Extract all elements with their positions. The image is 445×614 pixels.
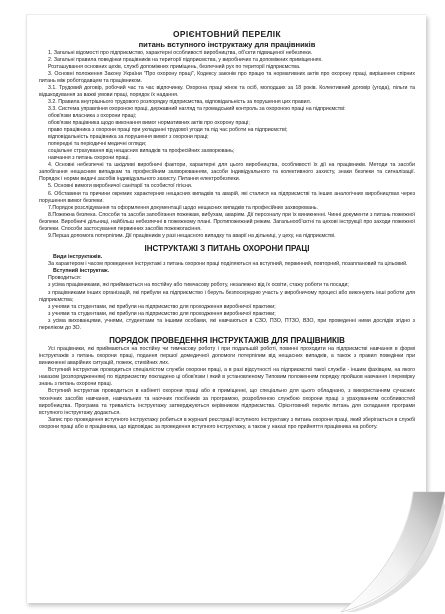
paragraph: 4. Основні небезпечні та шкідливі виробничі фактори, характерні для цього виробництва, особливості їх дії на працівників. Методи та засоби запобігання нещасним випадкам та професійним захворюванням, засоби індивідуального та колективного захисту, знаки безпеки та сигналізації. Порядок і норми видачі засобів індивідуального захисту. Питання електробезпеки. (39, 162, 415, 183)
paragraph: Запис про проведення вступного інструктажу робиться в журналі реєстрації вступного інструктажу з питань охорони праці, який зберігається в службі охорони праці або в працівника, що відповідає за проведення вступного інструктажу, а також у наказі про прийняття працівника на роботу. (39, 416, 415, 430)
paragraph: навчання з питань охорони праці. (48, 155, 130, 162)
document-subtitle: питань вступного інструктажу для працівників (138, 39, 316, 49)
paragraph: право працівника з охорони праці при укладанні трудової угоди та під час роботи на підприємстві; (48, 127, 288, 134)
paragraph: відповідальність працівника за порушення вимог з охорони праці; (48, 134, 209, 141)
paragraph: 1. Загальні відомості про підприємство, характерні особливості виробництва, об'єкти підвищеної небезпеки. (48, 49, 313, 56)
paragraph: 6. Обставини та причини окремих характерних нещасних випадків та аварій, які сталися на підприємстві та інших аналогічних виробництвах через порушення вимог безпеки. (39, 190, 415, 204)
paragraph: з усіма вихованцями, учнями, студентами та іншими особами, які навчаються в СЗО, ПЗО, ПТЗО, ВЗО, при проведенні ними дослідів згідно з переліком до ЗО. (39, 317, 415, 331)
paragraph: обов'язки працівника щодо виконання вимог нормативних актів про охорону праці; (48, 120, 250, 127)
section-title-briefings: ІНСТРУКТАЖІ З ПИТАНЬ ОХОРОНИ ПРАЦІ (144, 243, 310, 253)
paragraph: Розташування основних цехів, служб допоміжних приміщень, безпечний рух по території підприємства. (48, 63, 301, 70)
paragraph: 9.Перша допомога потерпілим. Дії працівників у разі нещасного випадку та аварії на дільниці, у цеху, на підприємстві. (48, 232, 336, 239)
paragraph: соціальне страхування від нещасних випадків та професійних захворювань; (48, 148, 235, 155)
paragraph: 8.Пожежна безпека. Способи та засоби запобігання пожежам, вибухам, аваріям. Дії персоналу при їх виникненні. Чинні документи з питань пожежної безпеки. Виробничі дільниці, найбільш небезпечні в пожежному плані. Протипожежний режим. Загальнооб'єктні та цехові інструкції про заходи пожежної безпеки. Способи застосування первинних засобів пожежогасіння. (39, 211, 415, 232)
paragraph: 3. Основні положення Закону України "Про охорону праці", Кодексу законів про працю та нормативних актів про охорону праці, вирішення спірних питань між роботодавцем та працівником. (39, 70, 415, 84)
paragraph: з усіма працівниками, які приймаються на постійну або тимчасову роботу, незалежно від їх освіти, стажу роботи та посади; (48, 282, 349, 289)
subheading: Види інструктажів. (53, 254, 103, 261)
paragraph: 7.Порядок розслідування та оформлення документації щодо нещасних випадків та професійних захворювань. (48, 204, 318, 211)
document-content (39, 30, 415, 431)
section-title-procedure: ПОРЯДОК ПРОВЕДЕННЯ ІНСТРУКТАЖІВ ДЛЯ ПРАЦІВНИКІВ (109, 335, 345, 345)
paragraph: Проводиться: (48, 275, 82, 282)
paragraph: 3.2. Правила внутрішнього трудового розпорядку підприємства, відповідальність за порушення цих правил. (48, 98, 312, 105)
paragraph: 5. Основні вимоги виробничої санітарії та особистої гігієни. (48, 183, 193, 190)
paragraph: 3.3. Система управління охороною праці, державний нагляд та громадський контроль за охороною праці на підприємстві: (48, 105, 346, 112)
paragraph: з учнями та студентами, які прибули на підприємство для проходження виробничої практики; (48, 310, 276, 317)
section-briefings (39, 254, 415, 332)
paragraph: попередні та періодичні медичні огляди; (48, 141, 147, 148)
subheading: Вступний інструктаж. (53, 268, 110, 275)
paragraph: з працівниками інших організацій, які прибули на підприємство і беруть безпосередню участь у виробничому процесі або виконують інші роботи для підприємства; (39, 289, 415, 303)
document-title: ОРІЄНТОВНИЙ ПЕРЕЛІК (172, 29, 281, 39)
paragraph: Вступний інструктаж проводиться спеціалістом служби охорони праці, а в разі відсутності на підприємстві такої служби - іншим фахівцем, на якого наказом (розпорядженням) по підприємству покладено ці обов'язки і який в установленому Типовим положенням порядку пройшов навчання і перевірку знань з питань охорони праці. (39, 367, 415, 388)
section-procedure (39, 346, 415, 431)
paragraph: 2. Загальні правила поведінки працівників на території підприємства, у виробничих та допоміжних приміщеннях. (48, 56, 323, 63)
paragraph: Вступний інструктаж проводиться в кабінеті охорони праці або в приміщенні, що спеціально для цього обладнано, з використанням сучасних технічних засобів навчання, навчальних та наочних посібників за програмою, розробленою службою охорони праці з урахуванням особливостей виробництва. Програма та тривалість інструктажу затверджуються керівником підприємства. Орієнтовний перелік питань для складання програми вступного інструктажу додається. (39, 388, 415, 416)
paragraph: обов'язки власника з охорони праці; (48, 113, 137, 120)
paragraph: Усі працівники, які приймаються на постійну чи тимчасову роботу і при подальшій роботі, повинні проходити на підприємстві навчання в формі інструктажів з питань охорони праці, подання першої домедичної допомоги потерпілим від нещасних випадків, а також з правил поведінки при виникненні аварійних ситуацій, пожеж, стихійних лих. (39, 346, 415, 367)
section-introductory-topics (39, 50, 415, 240)
paragraph: 3.1. Трудовий договір, робочий час та час відпочинку. Охорона праці жінок та осіб, молодших за 18 років. Колективний договір (угода), пільги та відшкодування за важкі умови праці, порядок їх надання. (39, 84, 415, 98)
page-curl-graphic (333, 486, 445, 614)
paragraph: з учнями та студентами, які прибули на підприємство для проходження виробничої практики; (48, 303, 276, 310)
paragraph: За характером і часом проведення інструктажі з питань охорони праці поділяються на вступний, первинний, повторний, позаплановий та цільовий. (48, 261, 408, 268)
